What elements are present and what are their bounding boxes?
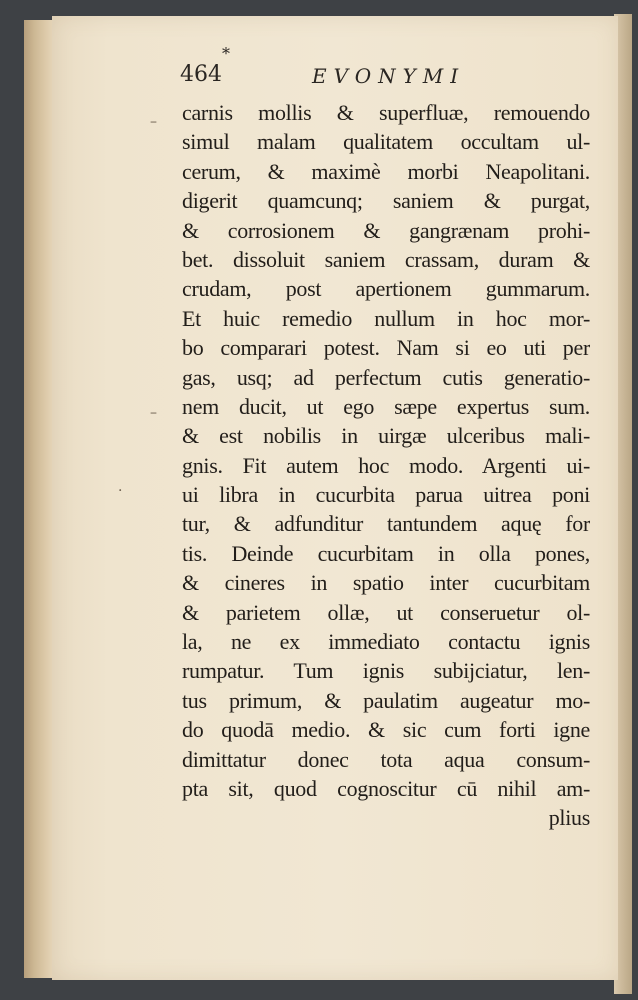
text-line: bet. dissoluit saniem crassam, duram & [182, 246, 590, 272]
text-line: Et huic remedio nullum in hoc mor- [182, 305, 590, 331]
text-line: ui libra in cucurbita parua uitrea poni [182, 482, 590, 508]
left-page-edge [24, 20, 54, 978]
text-line: simul malam qualitatem occultam ul- [182, 129, 590, 155]
text-line: bo comparari potest. Nam si eo uti per [182, 335, 590, 361]
running-head [180, 62, 600, 96]
text-line: & parietem ollæ, ut conseruetur ol- [182, 599, 590, 625]
ornament-mark: * [222, 44, 230, 63]
text-line: nem ducit, ut ego sæpe expertus sum. [182, 393, 590, 419]
page-number: 464 [180, 62, 222, 87]
text-line: pta sit, quod cognoscitur cū nihil am- [182, 775, 590, 801]
text-line: crudam, post apertionem gummarum. [182, 276, 590, 302]
text-line: tis. Deinde cucurbitam in olla pones, [182, 540, 590, 566]
text-line: dimittatur donec tota aqua consum- [182, 746, 590, 772]
body-text [182, 98, 590, 833]
catchword: plius [548, 805, 590, 831]
margin-dash: · [118, 483, 123, 499]
margin-dash: – [150, 114, 157, 130]
text-line: tus primum, & paulatim augeatur mo- [182, 687, 590, 713]
text-line: do quodā medio. & sic cum forti igne [182, 717, 590, 743]
text-line: & cineres in spatio inter cucurbitam [182, 570, 590, 596]
text-line: tur, & adfunditur tantundem aquę for [182, 511, 590, 537]
margin-dash: – [150, 405, 157, 421]
text-line: & est nobilis in uirgæ ulceribus mali- [182, 423, 590, 449]
text-line: gnis. Fit autem hoc modo. Argenti ui- [182, 452, 590, 478]
text-line: gas, usq; ad perfectum cutis generatio- [182, 364, 590, 390]
text-line: & corrosionem & gangrænam prohi- [182, 217, 590, 243]
text-line: carnis mollis & superfluæ, remouendo [182, 100, 590, 125]
text-line: digerit quamcunq; saniem & purgat, [182, 188, 590, 214]
text-line: la, ne ex immediato contactu ignis [182, 629, 590, 655]
running-head-title: EVONYMI [312, 64, 466, 88]
text-line: rumpatur. Tum ignis subijciatur, len- [182, 658, 590, 684]
text-line: cerum, & maximè morbi Neapolitani. [182, 158, 590, 184]
